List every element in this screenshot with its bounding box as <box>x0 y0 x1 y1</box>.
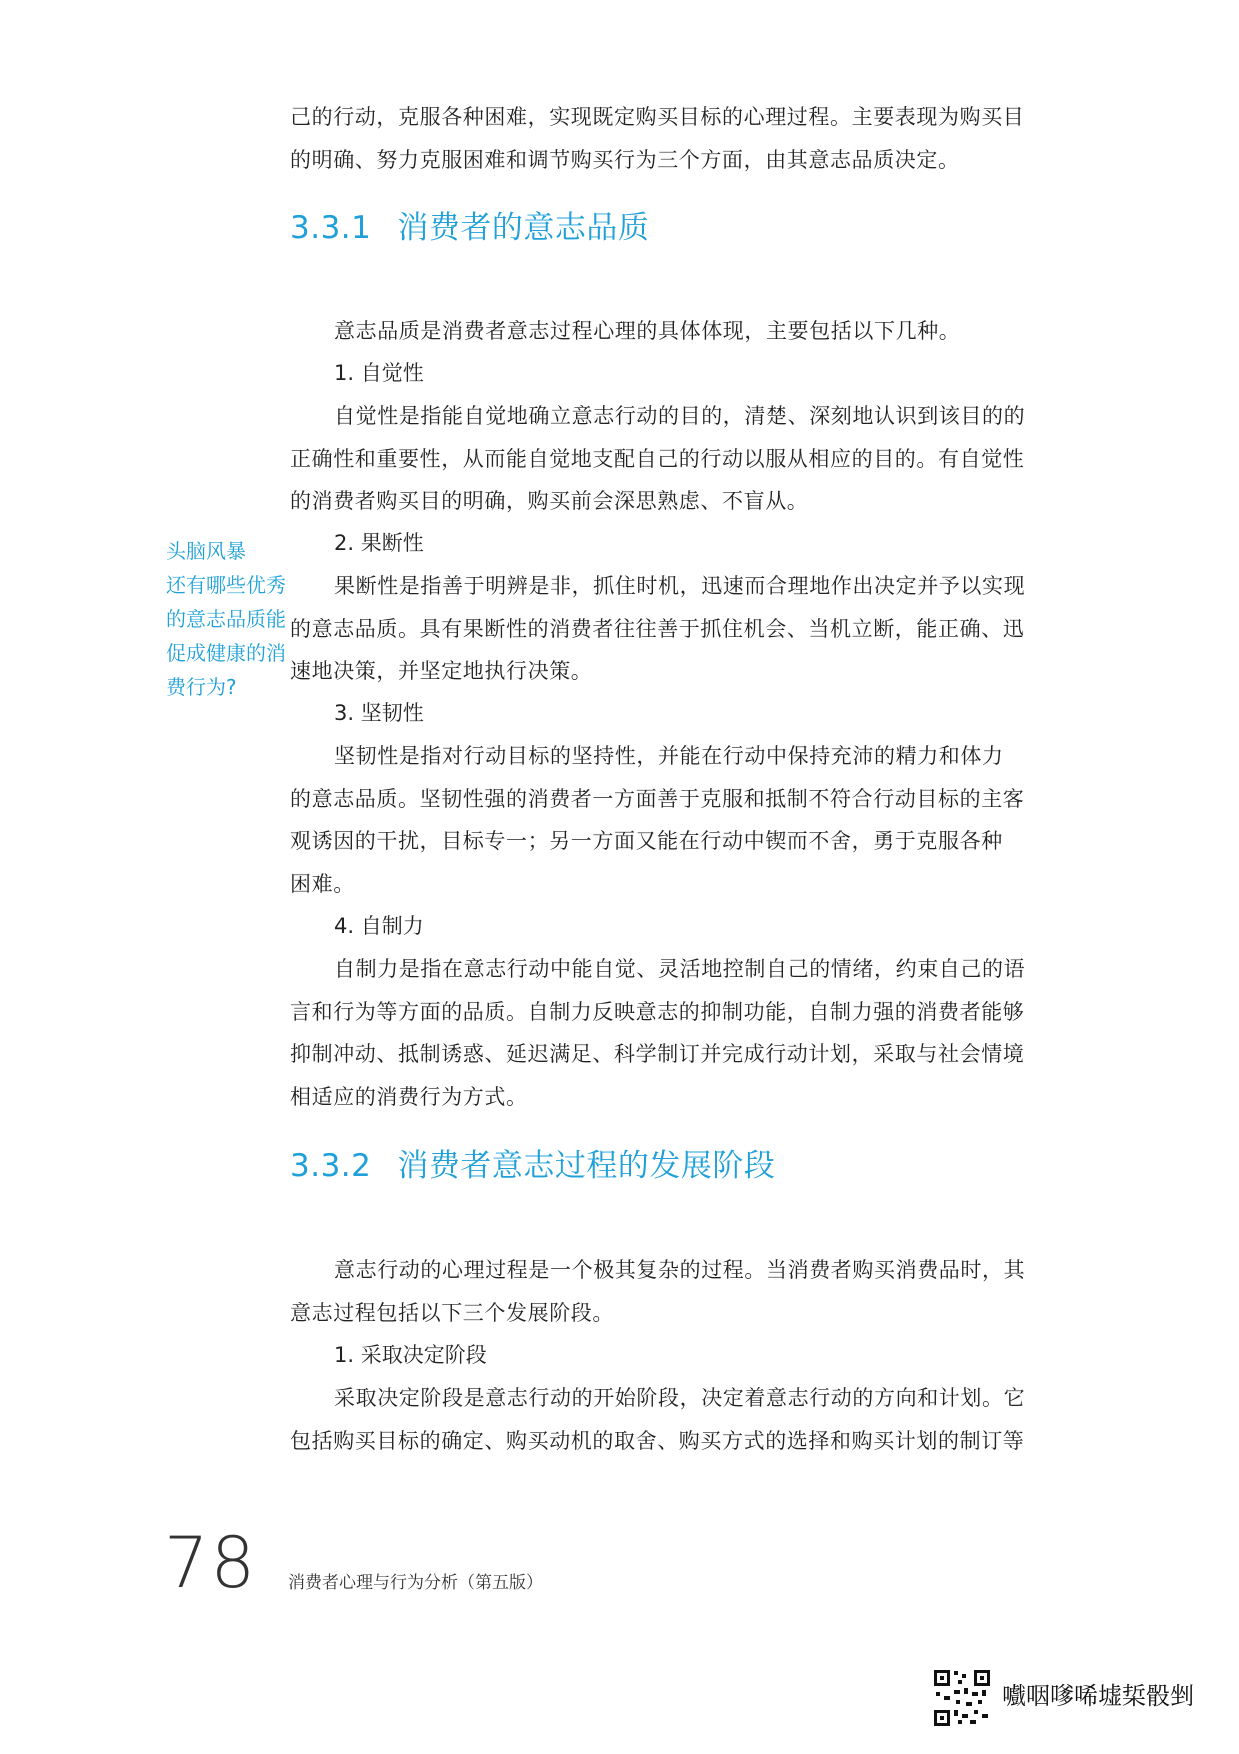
text-line: 的明确、努力克服困难和调节购买行为三个方面，由其意志品质决定。 <box>290 147 960 172</box>
item-paragraph <box>290 1377 1032 1462</box>
text-line: 抑制冲动、抵制诱惑、延迟满足、科学制订并完成行动计划，采取与社会情境 <box>290 1042 1025 1066</box>
section-lead <box>290 1249 1032 1334</box>
item-heading: 4. 自制力 <box>334 914 424 938</box>
intro-paragraph <box>290 96 1032 181</box>
text-line: 意志品质是消费者意志过程心理的具体体现，主要包括以下几种。 <box>334 319 961 343</box>
text-line: 的意志品质。具有果断性的消费者往往善于抓住机会、当机立断，能正确、迅 <box>290 616 1025 641</box>
section-lead <box>290 310 1076 353</box>
text-line: 的消费者购买目的明确，购买前会深思熟虑、不盲从。 <box>290 489 809 513</box>
item-paragraph <box>290 395 1032 523</box>
item-paragraph <box>290 565 1032 693</box>
text-line: 速地决策，并坚定地执行决策。 <box>290 659 593 683</box>
text-line: 自制力是指在意志行动中能自觉、灵活地控制自己的情绪，约束自己的语 <box>334 957 1026 981</box>
text-line: 自觉性是指能自觉地确立意志行动的目的，清楚、深刻地认识到该目的的 <box>334 404 1026 428</box>
item-heading: 3. 坚韧性 <box>334 701 424 725</box>
item-paragraph <box>290 948 1032 1118</box>
text-line: 困难。 <box>290 871 355 896</box>
sidebar-line: 费行为? <box>166 675 237 699</box>
text-line: 言和行为等方面的品质。自制力反映意志的抑制功能，自制力强的消费者能够 <box>290 999 1025 1024</box>
item-heading: 1. 采取决定阶段 <box>334 1343 487 1367</box>
sidebar-line: 还有哪些优秀 <box>166 573 286 597</box>
text-line: 正确性和重要性，从而能自觉地支配自己的行动以服从相应的目的。有自觉性 <box>290 446 1025 471</box>
page-number: 78 <box>164 1522 258 1604</box>
brainstorm-sidebar-note <box>166 534 286 704</box>
text-line: 相适应的消费行为方式。 <box>290 1084 528 1109</box>
text-line: 坚韧性是指对行动目标的坚持性，并能在行动中保持充沛的精力和体力 <box>334 744 1004 768</box>
item-heading: 2. 果断性 <box>334 531 424 555</box>
text-line: 采取决定阶段是意志行动的开始阶段，决定着意志行动的方向和计划。它 <box>334 1386 1026 1410</box>
sidebar-line: 促成健康的消 <box>166 641 286 665</box>
section-heading-3-3-1 <box>290 202 649 247</box>
scan-watermark-text: 嚱咽嗲唏墟梊骰剉 <box>1002 1682 1194 1710</box>
section-number: 3.3.1 <box>290 210 372 246</box>
item-heading: 1. 自觉性 <box>334 361 424 385</box>
text-line: 意志过程包括以下三个发展阶段。 <box>290 1300 614 1325</box>
section-heading-3-3-2 <box>290 1140 775 1185</box>
section-number: 3.3.2 <box>290 1148 372 1184</box>
text-line: 意志行动的心理过程是一个极其复杂的过程。当消费者购买消费品时，其 <box>334 1258 1026 1282</box>
qr-code-icon <box>932 1668 992 1728</box>
item-paragraph <box>290 735 1032 905</box>
text-line: 果断性是指善于明辨是非，抓住时机，迅速而合理地作出决定并予以实现 <box>334 574 1026 598</box>
text-line: 己的行动，克服各种困难，实现既定购买目标的心理过程。主要表现为购买目 <box>290 105 1025 129</box>
sidebar-title: 头脑风暴 <box>166 539 246 563</box>
text-line: 观诱因的干扰，目标专一；另一方面又能在行动中锲而不舍，勇于克服各种 <box>290 829 1003 853</box>
sidebar-line: 的意志品质能 <box>166 607 286 631</box>
text-line: 包括购买目标的确定、购买动机的取舍、购买方式的选择和购买计划的制订等 <box>290 1428 1025 1453</box>
section-title: 消费者的意志品质 <box>397 210 650 246</box>
section-title: 消费者意志过程的发展阶段 <box>397 1148 776 1184</box>
text-line: 的意志品质。坚韧性强的消费者一方面善于克服和抵制不符合行动目标的主客 <box>290 786 1025 811</box>
running-book-title: 消费者心理与行为分析（第五版） <box>288 1573 543 1593</box>
